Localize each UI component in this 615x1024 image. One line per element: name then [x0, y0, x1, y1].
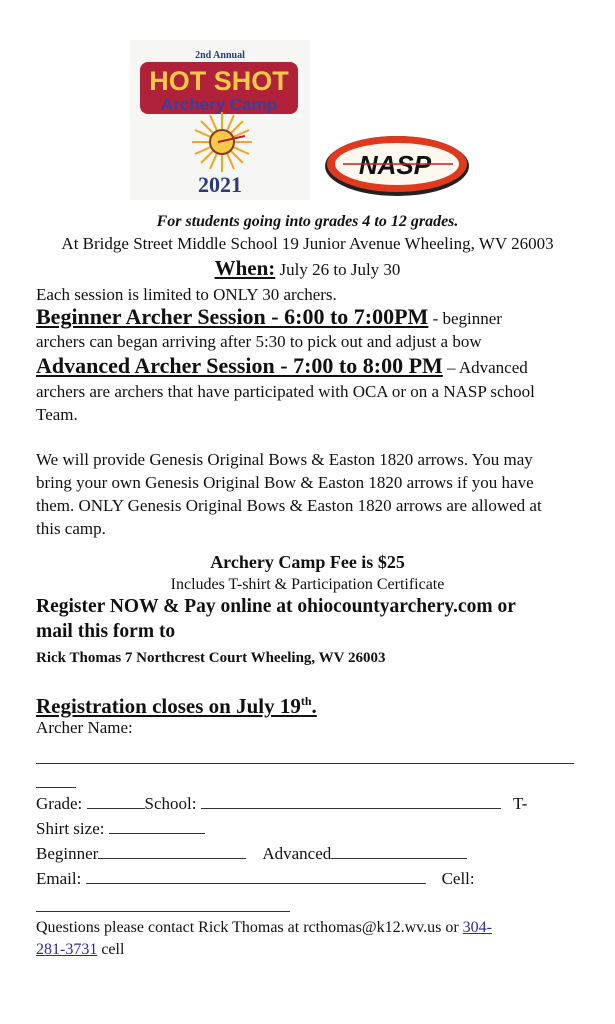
when-line: [0, 258, 615, 280]
beginner-label: Beginner: [36, 844, 99, 863]
limit-text: Each session is limited to ONLY 30 archers.: [36, 285, 337, 304]
beginner-field[interactable]: [98, 843, 246, 859]
svg-text:Archery Camp: Archery Camp: [160, 95, 278, 114]
fee-includes: Includes T-shirt & Participation Certificate: [170, 576, 445, 593]
closes-sup: th: [300, 694, 312, 708]
register-line-1: Register NOW & Pay online at ohiocountyarchery.com or: [36, 596, 516, 617]
archer-name-field-cont[interactable]: [36, 772, 76, 793]
beginner-desc: - beginner: [428, 309, 502, 328]
shirt-size-field[interactable]: [109, 818, 205, 834]
session-choice-line: [36, 843, 467, 864]
email-cell-line: [36, 868, 475, 889]
contact-suffix: cell: [97, 941, 125, 958]
advanced-field[interactable]: [331, 843, 467, 859]
beginner-desc-2: archers can began arriving after 5:30 to pick out and adjust a bow: [36, 332, 482, 351]
phone-link[interactable]: 304-: [462, 919, 492, 936]
svg-text:2nd Annual: 2nd Annual: [195, 50, 245, 61]
when-value: July 26 to July 30: [275, 260, 401, 279]
grades-text: For students going into grades 4 to 12 grades.: [156, 213, 459, 230]
cell-field[interactable]: [36, 896, 290, 917]
grade-school-line: [36, 793, 566, 814]
cell-label: Cell:: [441, 869, 475, 888]
shirt-size-line: [36, 818, 205, 839]
advanced-label: Advanced: [262, 844, 332, 863]
advanced-line: [36, 353, 528, 378]
equipment-line: this camp.: [36, 519, 106, 538]
tshirt-label: T-: [512, 794, 528, 813]
when-label: When:: [214, 256, 276, 280]
grade-field[interactable]: [87, 793, 145, 809]
beginner-line: [36, 304, 502, 329]
school-label: School:: [144, 794, 197, 813]
contact-text: Questions please contact Rick Thomas at rcthomas@k12.wv.us or: [36, 919, 463, 936]
archer-name-label: Archer Name:: [36, 718, 133, 737]
beginner-session-title: Beginner Archer Session - 6:00 to 7:00PM: [36, 304, 429, 329]
advanced-desc: – Advanced: [442, 358, 528, 377]
advanced-session-title: Advanced Archer Session - 7:00 to 8:00 PM: [36, 353, 443, 378]
phone-link-cont[interactable]: 281-3731: [36, 941, 98, 958]
equipment-line: We will provide Genesis Original Bows & Easton 1820 arrows. You may: [36, 450, 533, 469]
nasp-logo: [323, 132, 471, 198]
contact-line: [36, 918, 492, 938]
register-line-2: mail this form to: [36, 621, 176, 642]
email-field[interactable]: [86, 868, 426, 884]
location-text: At Bridge Street Middle School 19 Junior Avenue Wheeling, WV 26003: [61, 234, 554, 253]
registration-closes: [36, 691, 317, 716]
advanced-desc-3: Team.: [36, 405, 78, 424]
advanced-desc-2: archers are archers that have participated with OCA or on a NASP school: [36, 382, 535, 401]
school-field[interactable]: [201, 793, 501, 809]
email-label: Email:: [36, 869, 82, 888]
contact-line-2: [36, 940, 124, 960]
closes-text: Registration closes on July 19: [36, 694, 301, 718]
hot-shot-camp-logo: [130, 40, 310, 200]
fee-title: Archery Camp Fee is $25: [210, 552, 405, 572]
mail-address: Rick Thomas 7 Northcrest Court Wheeling, WV 26003: [36, 650, 386, 666]
equipment-line: bring your own Genesis Original Bow & Easton 1820 arrows if you have: [36, 473, 534, 492]
closes-end: .: [311, 694, 317, 718]
logo-year: 2021: [198, 172, 242, 197]
equipment-line: them. ONLY Genesis Original Bows & Easton 1820 arrows are allowed at: [36, 496, 542, 515]
svg-text:NASP: NASP: [358, 150, 432, 180]
shirt-size-label: Shirt size:: [36, 819, 105, 838]
grade-label: Grade:: [36, 794, 83, 813]
archer-name-field[interactable]: [36, 748, 574, 769]
svg-text:HOT SHOT: HOT SHOT: [149, 66, 289, 96]
